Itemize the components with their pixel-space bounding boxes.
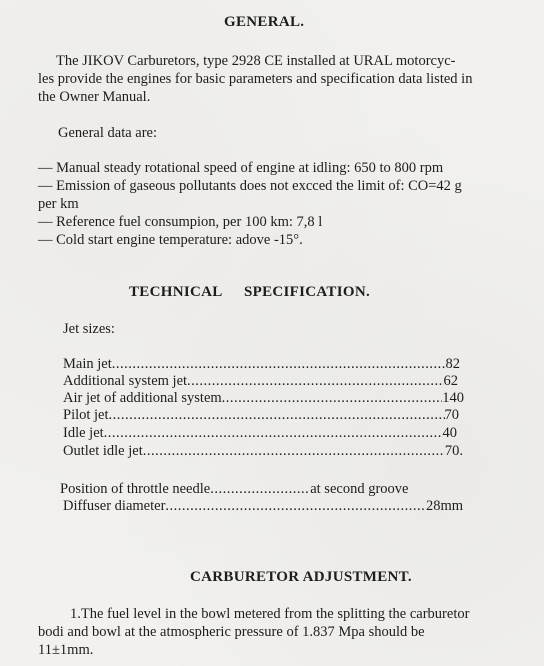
spec-row-main-jet: [63, 356, 460, 374]
spec-row-throttle-needle: [60, 481, 450, 499]
technical-heading-part2: SPECIFICATION.: [244, 284, 371, 300]
spec-row-additional-jet: [63, 373, 458, 391]
spec-value: at second groove: [310, 481, 409, 497]
leader-dots: [143, 443, 445, 460]
spec-label: Pilot jet: [63, 407, 109, 423]
spec-label: Additional system jet: [63, 373, 188, 389]
spec-value: 140: [442, 390, 464, 406]
spec-value: 62: [443, 373, 458, 389]
general-intro-line2: les provide the engines for basic parameters and specification data listed in: [38, 71, 473, 87]
general-item-emission: — Emission of gaseous pollutants does not excced the limit of: CO=42 g: [38, 178, 462, 194]
leader-dots: [112, 356, 446, 373]
spec-value: 28mm: [425, 498, 463, 514]
general-item-cold-start: — Cold start engine temperature: adove -15°.: [38, 232, 303, 248]
spec-label: Diffuser diameter: [63, 498, 166, 514]
general-intro-line1: The JIKOV Carburetors, type 2928 CE installed at URAL motorcyc-: [56, 53, 456, 69]
spec-label: Main jet: [63, 356, 112, 372]
leader-dots: [109, 407, 445, 424]
general-intro-line3: the Owner Manual.: [38, 89, 151, 105]
leader-dots: [210, 481, 310, 498]
general-item-emission-cont: per km: [38, 196, 79, 212]
leader-dots: [165, 498, 426, 515]
adjustment-line2: bodi and bowl at the atmospheric pressure of 1.837 Mpa should be: [38, 624, 425, 640]
general-data-label: General data are:: [58, 125, 158, 141]
spec-row-idle-jet: [63, 425, 457, 443]
adjustment-heading: CARBURETOR ADJUSTMENT.: [190, 569, 412, 585]
spec-value: 40: [442, 425, 457, 441]
leader-dots: [187, 373, 443, 390]
spec-value: 70: [444, 407, 459, 423]
adjustment-line1: 1.The fuel level in the bowl metered from the splitting the carburetor: [70, 606, 470, 622]
general-item-idling: — Manual steady rotational speed of engine at idling: 650 to 800 rpm: [38, 160, 444, 176]
adjustment-line3: 11±1mm.: [38, 642, 94, 658]
spec-value: 82: [445, 356, 460, 372]
general-item-fuel: — Reference fuel consumpion, per 100 km: 7,8 l: [38, 214, 323, 230]
spec-row-pilot-jet: [63, 407, 459, 425]
leader-dots: [104, 425, 443, 442]
spec-row-diffuser: [63, 498, 463, 516]
spec-value: 70.: [444, 443, 463, 459]
technical-heading-part1: TECHNICAL: [129, 284, 223, 300]
spec-row-outlet-idle-jet: [63, 443, 463, 461]
leader-dots: [222, 390, 443, 407]
spec-label: Outlet idle jet: [63, 443, 143, 459]
spec-row-air-jet: [63, 390, 464, 408]
jet-sizes-label: Jet sizes:: [63, 321, 115, 337]
general-heading: GENERAL.: [224, 14, 305, 30]
spec-label: Position of throttle needle: [60, 481, 211, 497]
spec-label: Idle jet: [63, 425, 104, 441]
spec-label: Air jet of additional system: [63, 390, 222, 406]
